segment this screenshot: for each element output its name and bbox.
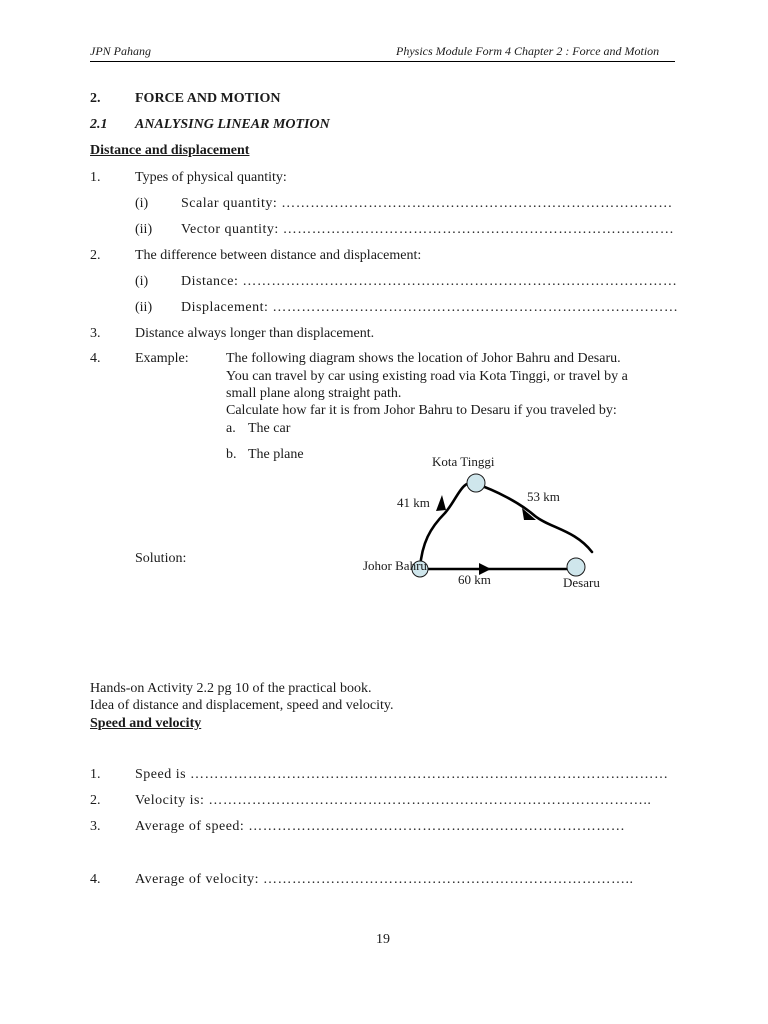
- speed-item-text: Average of speed: ……………………………………………………………………: [135, 819, 626, 834]
- activity-line: Hands-on Activity 2.2 pg 10 of the practical book.: [90, 681, 372, 696]
- option-text: The plane: [248, 447, 304, 462]
- speed-item-text: Velocity is: ………………………………………………………………………………..: [135, 793, 652, 808]
- johor-bahru-label: Johor Bahru: [363, 558, 427, 573]
- header-right: Physics Module Form 4 Chapter 2 : Force and Motion: [396, 44, 660, 58]
- q4-label: Example:: [135, 351, 189, 366]
- speed-item-number: 4.: [90, 872, 101, 887]
- section-number: 2.1: [90, 117, 108, 132]
- q2-item-number: (ii): [135, 300, 153, 315]
- q4-line: Calculate how far it is from Johor Bahru to Desaru if you traveled by:: [226, 403, 617, 418]
- q2-item-text: Distance: ………………………………………………………………………………: [181, 274, 678, 289]
- q2-text: The difference between distance and displacement:: [135, 248, 422, 263]
- speed-item-number: 1.: [90, 767, 101, 782]
- q2-item-text: Displacement: …………………………………………………………………………: [181, 300, 679, 315]
- option-letter: a.: [226, 421, 236, 436]
- q1-item-number: (i): [135, 196, 149, 211]
- speed-item-number: 3.: [90, 819, 101, 834]
- q3-number: 3.: [90, 326, 101, 341]
- arrow-head: [436, 495, 446, 511]
- chapter-title: FORCE AND MOTION: [135, 91, 281, 106]
- route-diagram: [350, 448, 620, 598]
- q1-number: 1.: [90, 170, 101, 185]
- kota-tinggi-label: Kota Tinggi: [432, 454, 495, 469]
- q1-item-number: (ii): [135, 222, 153, 237]
- speed-item-text: Speed is ………………………………………………………………………………………: [135, 767, 669, 782]
- section-title: ANALYSING LINEAR MOTION: [135, 117, 330, 132]
- q1-item-text: Scalar quantity: ………………………………………………………………………: [181, 196, 673, 211]
- q2-item-number: (i): [135, 274, 149, 289]
- q4-line: The following diagram shows the location of Johor Bahru and Desaru.: [226, 351, 621, 366]
- option-letter: b.: [226, 447, 237, 462]
- road-route: [420, 483, 592, 568]
- distance-label: 60 km: [458, 572, 491, 587]
- distance-label: 41 km: [397, 495, 430, 510]
- header-left: JPN Pahang: [90, 44, 151, 58]
- page-number: 19: [376, 932, 390, 947]
- desaru-label: Desaru: [563, 575, 600, 590]
- chapter-number: 2.: [90, 91, 101, 106]
- distance-heading: Distance and displacement: [90, 143, 250, 158]
- speed-item-text: Average of velocity: …………………………………………………………………..: [135, 872, 634, 887]
- header-rule: [90, 61, 675, 62]
- speed-heading: Speed and velocity: [90, 716, 202, 731]
- q1-item-text: Vector quantity: ………………………………………………………………………: [181, 222, 675, 237]
- solution-label: Solution:: [135, 551, 187, 566]
- kota-tinggi-node: [467, 474, 485, 492]
- q1-text: Types of physical quantity:: [135, 170, 287, 185]
- speed-item-number: 2.: [90, 793, 101, 808]
- q2-number: 2.: [90, 248, 101, 263]
- option-text: The car: [248, 421, 291, 436]
- q4-line: You can travel by car using existing road via Kota Tinggi, or travel by a: [226, 369, 628, 384]
- q4-line: small plane along straight path.: [226, 386, 402, 401]
- distance-label: 53 km: [527, 489, 560, 504]
- activity-line: Idea of distance and displacement, speed and velocity.: [90, 698, 394, 713]
- q3-text: Distance always longer than displacement.: [135, 326, 375, 341]
- desaru-node: [567, 558, 585, 576]
- q4-number: 4.: [90, 351, 101, 366]
